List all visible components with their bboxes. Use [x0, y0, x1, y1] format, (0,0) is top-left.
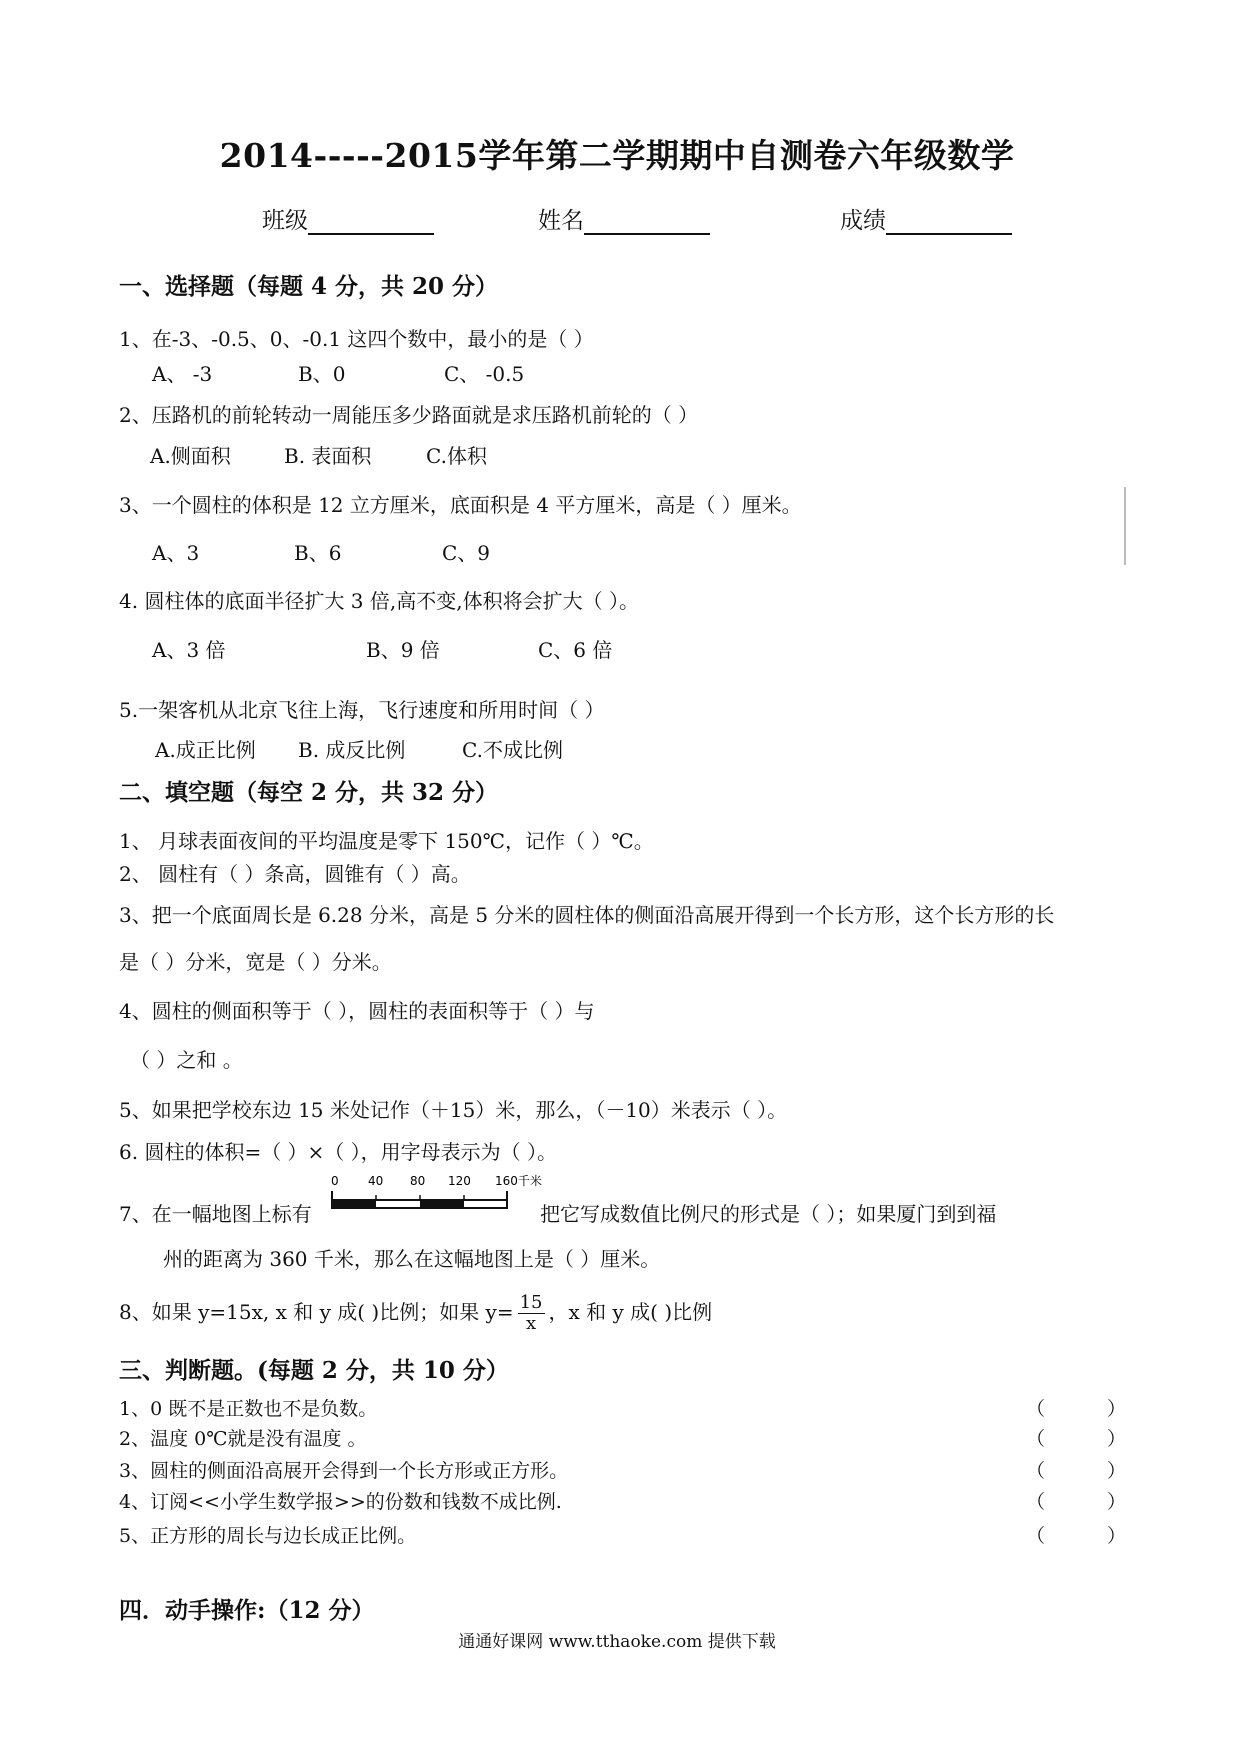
s2-q8-part1: 8、如果 y=15x, x 和 y 成( )比例；如果 y= [119, 1300, 514, 1324]
name-blank[interactable] [584, 207, 710, 235]
scale-seg-3 [420, 1200, 464, 1208]
s2-q3-line2: 是（ ）分米，宽是（ ）分米。 [119, 950, 392, 974]
s2-q8 [119, 1284, 712, 1340]
s1-q1: 1、在-3、-0.5、0、-0.1 这四个数中，最小的是（ ） [119, 327, 594, 351]
footer-download-note: 通通好课网 www.tthaoke.com 提供下载 [458, 1632, 776, 1652]
fraction-15-over-x [518, 1293, 545, 1334]
s1-q3-option-b: B、6 [294, 541, 342, 565]
scale-label-40: 40 [368, 1174, 384, 1188]
s2-q8-part2: ，x 和 y 成( )比例 [548, 1300, 713, 1324]
s1-q2: 2、压路机的前轮转动一周能压多少路面就是求压路机前轮的（ ） [119, 403, 699, 427]
s1-q2-option-a: A.侧面积 [150, 444, 231, 468]
s2-q6: 6. 圆柱的体积=（ ）×（ ），用字母表示为（ ）。 [119, 1140, 558, 1164]
section2-heading: 二、填空题（每空 2 分，共 32 分） [119, 779, 499, 806]
s1-q4: 4. 圆柱体的底面半径扩大 3 倍,高不变,体积将会扩大（ ）。 [119, 589, 639, 613]
tf-item-2-text: 2、温度 0℃就是没有温度 。 [119, 1428, 367, 1450]
s1-q5: 5.一架客机从北京飞往上海，飞行速度和所用时间（ ） [119, 698, 605, 722]
score-field [840, 202, 1012, 235]
s1-q3-option-a: A、3 [152, 541, 200, 565]
name-field [538, 202, 710, 235]
s1-q1-option-b: B、0 [298, 362, 346, 386]
tf-item-5-text: 5、正方形的周长与边长成正比例。 [119, 1525, 417, 1547]
tf-item-4 [119, 1487, 1126, 1513]
tf-item-5 [119, 1521, 1126, 1547]
s1-q1-option-c: C、 -0.5 [444, 362, 525, 386]
tf-item-3-text: 3、圆柱的侧面沿高展开会得到一个长方形或正方形。 [119, 1460, 569, 1482]
s2-q2: 2、 圆柱有（ ）条高，圆锥有（ ）高。 [119, 862, 471, 886]
section4-heading: 四．动手操作:（12 分） [119, 1597, 375, 1624]
tf-item-4-answer[interactable]: （ ） [1026, 1491, 1126, 1513]
s2-q3-line1: 3、把一个底面周长是 6.28 分米，高是 5 分米的圆柱体的侧面沿高展开得到一个长方形，这个长方形的长 [119, 903, 1055, 927]
tf-item-4-text: 4、订阅<<小学生数学报>>的份数和钱数不成比例. [119, 1491, 562, 1513]
map-scale-bar [330, 1173, 542, 1213]
fraction-numerator: 15 [519, 1292, 543, 1313]
s1-q3-option-c: C、9 [442, 541, 491, 565]
tf-item-2-answer[interactable]: （ ） [1026, 1428, 1126, 1450]
scale-label-120: 120 [448, 1174, 471, 1188]
name-label: 姓名 [538, 208, 584, 234]
scale-label-160: 160千米 [495, 1174, 542, 1188]
tf-item-3 [119, 1456, 1126, 1482]
s2-q7-suffix: 把它写成数值比例尺的形式是（ ）；如果厦门到到福 [540, 1202, 997, 1226]
s1-q2-option-b: B. 表面积 [284, 444, 372, 468]
s1-q5-option-a: A.成正比例 [155, 738, 256, 762]
margin-line [1124, 487, 1126, 565]
scale-label-0: 0 [331, 1174, 339, 1188]
s1-q5-option-c: C.不成比例 [462, 738, 563, 762]
s1-q1-option-a: A、 -3 [152, 362, 213, 386]
s1-q2-option-c: C.体积 [426, 444, 487, 468]
fraction-denominator: x [525, 1313, 537, 1334]
score-label: 成绩 [840, 208, 886, 234]
tf-item-3-answer[interactable]: （ ） [1026, 1460, 1126, 1482]
score-blank[interactable] [886, 207, 1012, 235]
class-label: 班级 [262, 208, 308, 234]
section3-heading: 三、判断题。(每题 2 分，共 10 分） [119, 1357, 509, 1384]
s2-q4-line1: 4、圆柱的侧面积等于（ ），圆柱的表面积等于（ ）与 [119, 999, 595, 1023]
class-field [262, 202, 434, 235]
tf-item-1-text: 1、0 既不是正数也不是负数。 [119, 1398, 378, 1420]
tf-item-5-answer[interactable]: （ ） [1026, 1525, 1126, 1547]
tf-item-1-answer[interactable]: （ ） [1026, 1398, 1126, 1420]
s1-q4-option-c: C、6 倍 [538, 638, 613, 662]
s1-q3: 3、一个圆柱的体积是 12 立方厘米，底面积是 4 平方厘米，高是（ ）厘米。 [119, 493, 802, 517]
s2-q7-line2: 州的距离为 360 千米，那么在这幅地图上是（ ）厘米。 [163, 1247, 661, 1271]
s2-q4-line2: （ ）之和 。 [130, 1048, 243, 1072]
s1-q4-option-b: B、9 倍 [366, 638, 440, 662]
s2-q1: 1、 月球表面夜间的平均温度是零下 150℃，记作（ ）℃。 [119, 829, 654, 853]
scale-label-80: 80 [410, 1174, 426, 1188]
scale-seg-1 [332, 1200, 376, 1208]
s2-q7-prefix: 7、在一幅地图上标有 [119, 1202, 312, 1226]
s1-q4-option-a: A、3 倍 [152, 638, 226, 662]
page-title: 2014-----2015学年第二学期期中自测卷六年级数学 [219, 136, 1015, 175]
tf-item-1 [119, 1394, 1126, 1420]
tf-item-2 [119, 1424, 1126, 1450]
s1-q5-option-b: B. 成反比例 [298, 738, 406, 762]
section1-heading: 一、选择题（每题 4 分，共 20 分） [119, 273, 499, 300]
s2-q5: 5、如果把学校东边 15 米处记作（＋15）米，那么，（－10）米表示（ ）。 [119, 1098, 788, 1122]
class-blank[interactable] [308, 207, 434, 235]
